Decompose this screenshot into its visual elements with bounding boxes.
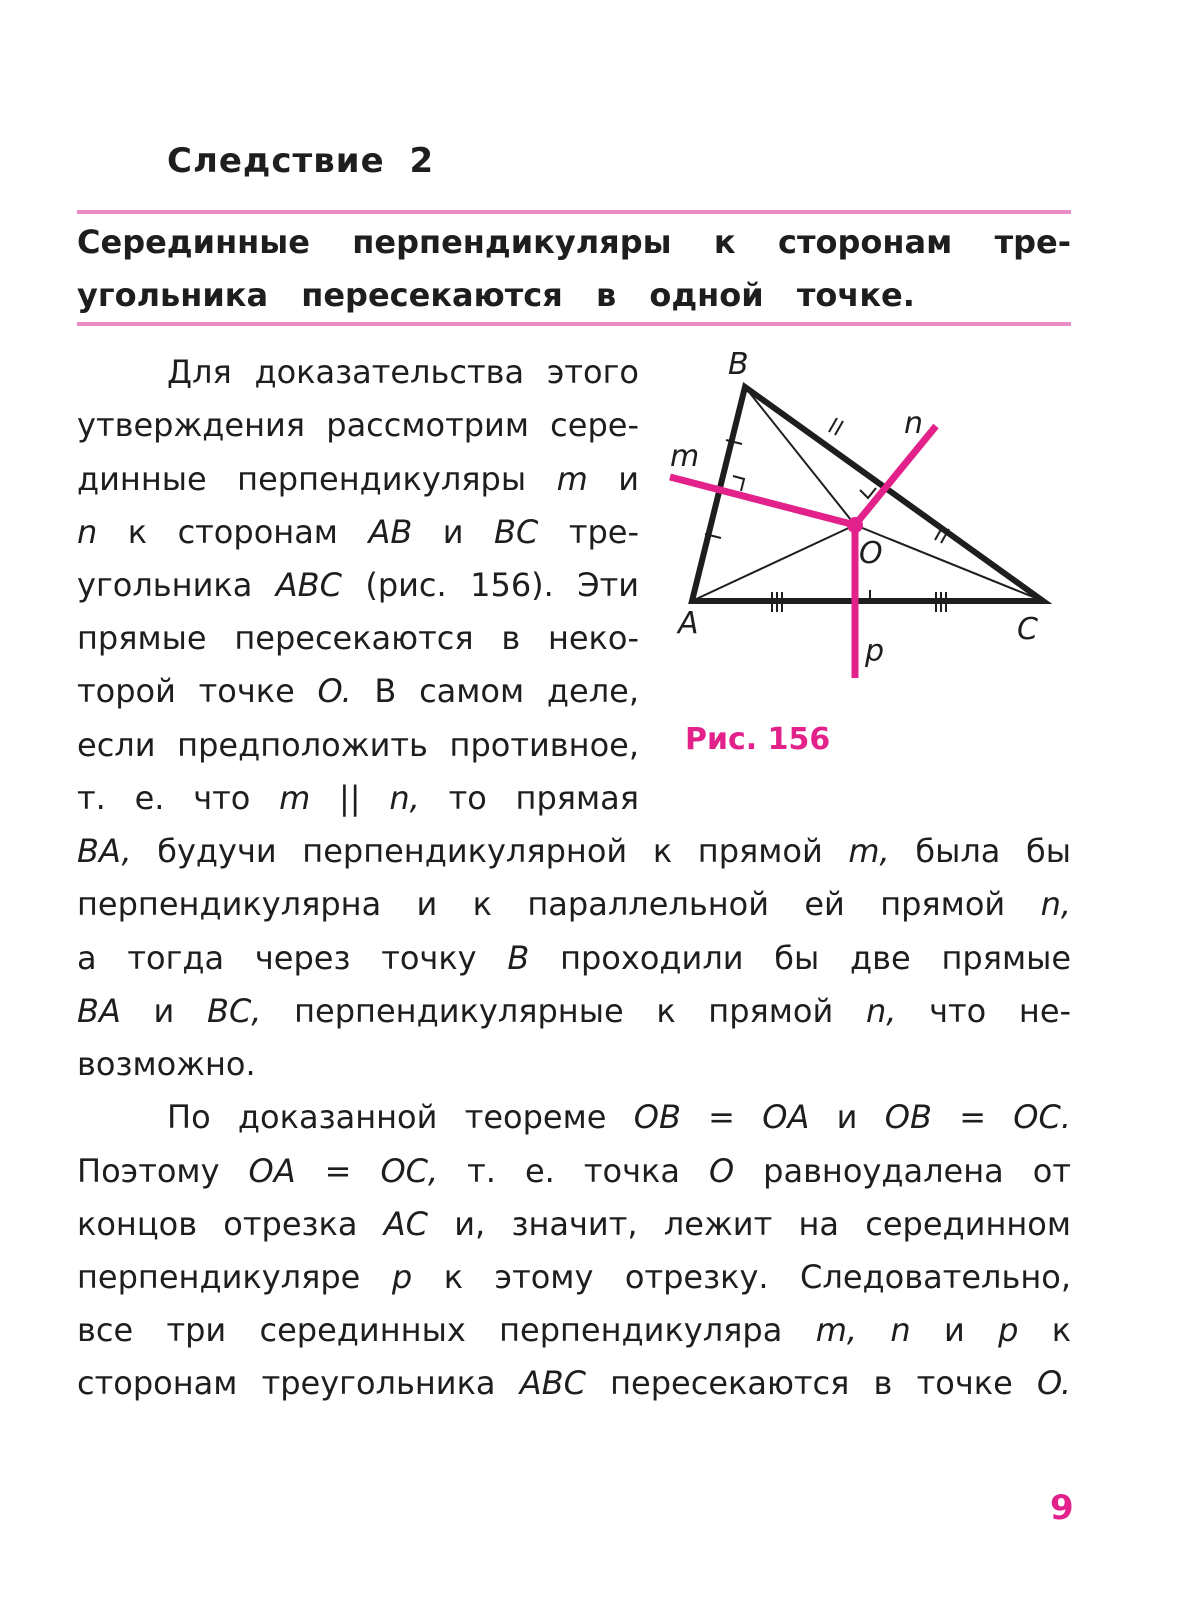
text-line: угольника ABC (рис. 156). Эти [77, 566, 640, 604]
text-line: перпендикуляре p к этому отрезку. Следовательно, [77, 1258, 1072, 1296]
text-line: Поэтому OA = OC, т. е. точка O равноудалена от [77, 1152, 1071, 1190]
text-line: все три серединных перпендикуляра m, n и p к [77, 1311, 1072, 1349]
figure-156 [660, 347, 1080, 710]
figure-caption: Рис. 156 [685, 722, 831, 757]
text-line: n к сторонам AB и BC тре- [77, 513, 640, 551]
bisector-m [670, 477, 855, 525]
label-n: n [904, 406, 924, 441]
text-line: т. е. что m || n, то прямая [77, 779, 640, 817]
label-B: B [728, 347, 749, 382]
text-line: Для доказательства этого [167, 353, 639, 391]
text-line: динные перпендикуляры m и [77, 460, 640, 498]
label-p: p [865, 634, 885, 669]
statement-line-2: угольника пересекаются в одной точке. [77, 276, 915, 314]
statement-line-1: Серединные перпендикуляры к сторонам тре- [77, 223, 1071, 261]
text-line: BA, будучи перпендикулярной к прямой m, была бы [77, 832, 1071, 870]
text-line: концов отрезка AC и, значит, лежит на серединном [77, 1205, 1072, 1243]
text-line: торой точке O. В самом деле, [77, 672, 639, 710]
page-number: 9 [1050, 1488, 1074, 1528]
text-line: а тогда через точку B проходили бы две прямые [77, 939, 1072, 977]
text-line: BA и BC, перпендикулярные к прямой n, что не- [77, 992, 1072, 1030]
text-line: По доказанной теореме OB = OA и OB = OC. [167, 1098, 1072, 1136]
text-line: перпендикулярна и к параллельной ей прямой n, [77, 885, 1072, 923]
right-angle-mark [860, 488, 876, 498]
tick-mark [835, 421, 843, 435]
corollary-heading: Следствие 2 [167, 141, 435, 181]
label-O: O [859, 536, 883, 571]
statement-bottom-rule [77, 322, 1071, 326]
right-angle-mark [733, 476, 744, 491]
statement-top-rule [77, 210, 1071, 214]
label-m: m [670, 439, 700, 474]
tick-mark [829, 418, 837, 432]
point-O [847, 517, 863, 533]
text-line: возможно. [77, 1045, 256, 1083]
text-line: утверждения рассмотрим сере- [77, 406, 639, 444]
label-A: A [678, 606, 699, 641]
text-line: прямые пересекаются в неко- [77, 619, 639, 657]
text-line: если предположить противное, [77, 726, 639, 764]
label-C: C [1017, 612, 1038, 647]
text-line: сторонам треугольника ABC пересекаются в точке O. [77, 1364, 1072, 1402]
